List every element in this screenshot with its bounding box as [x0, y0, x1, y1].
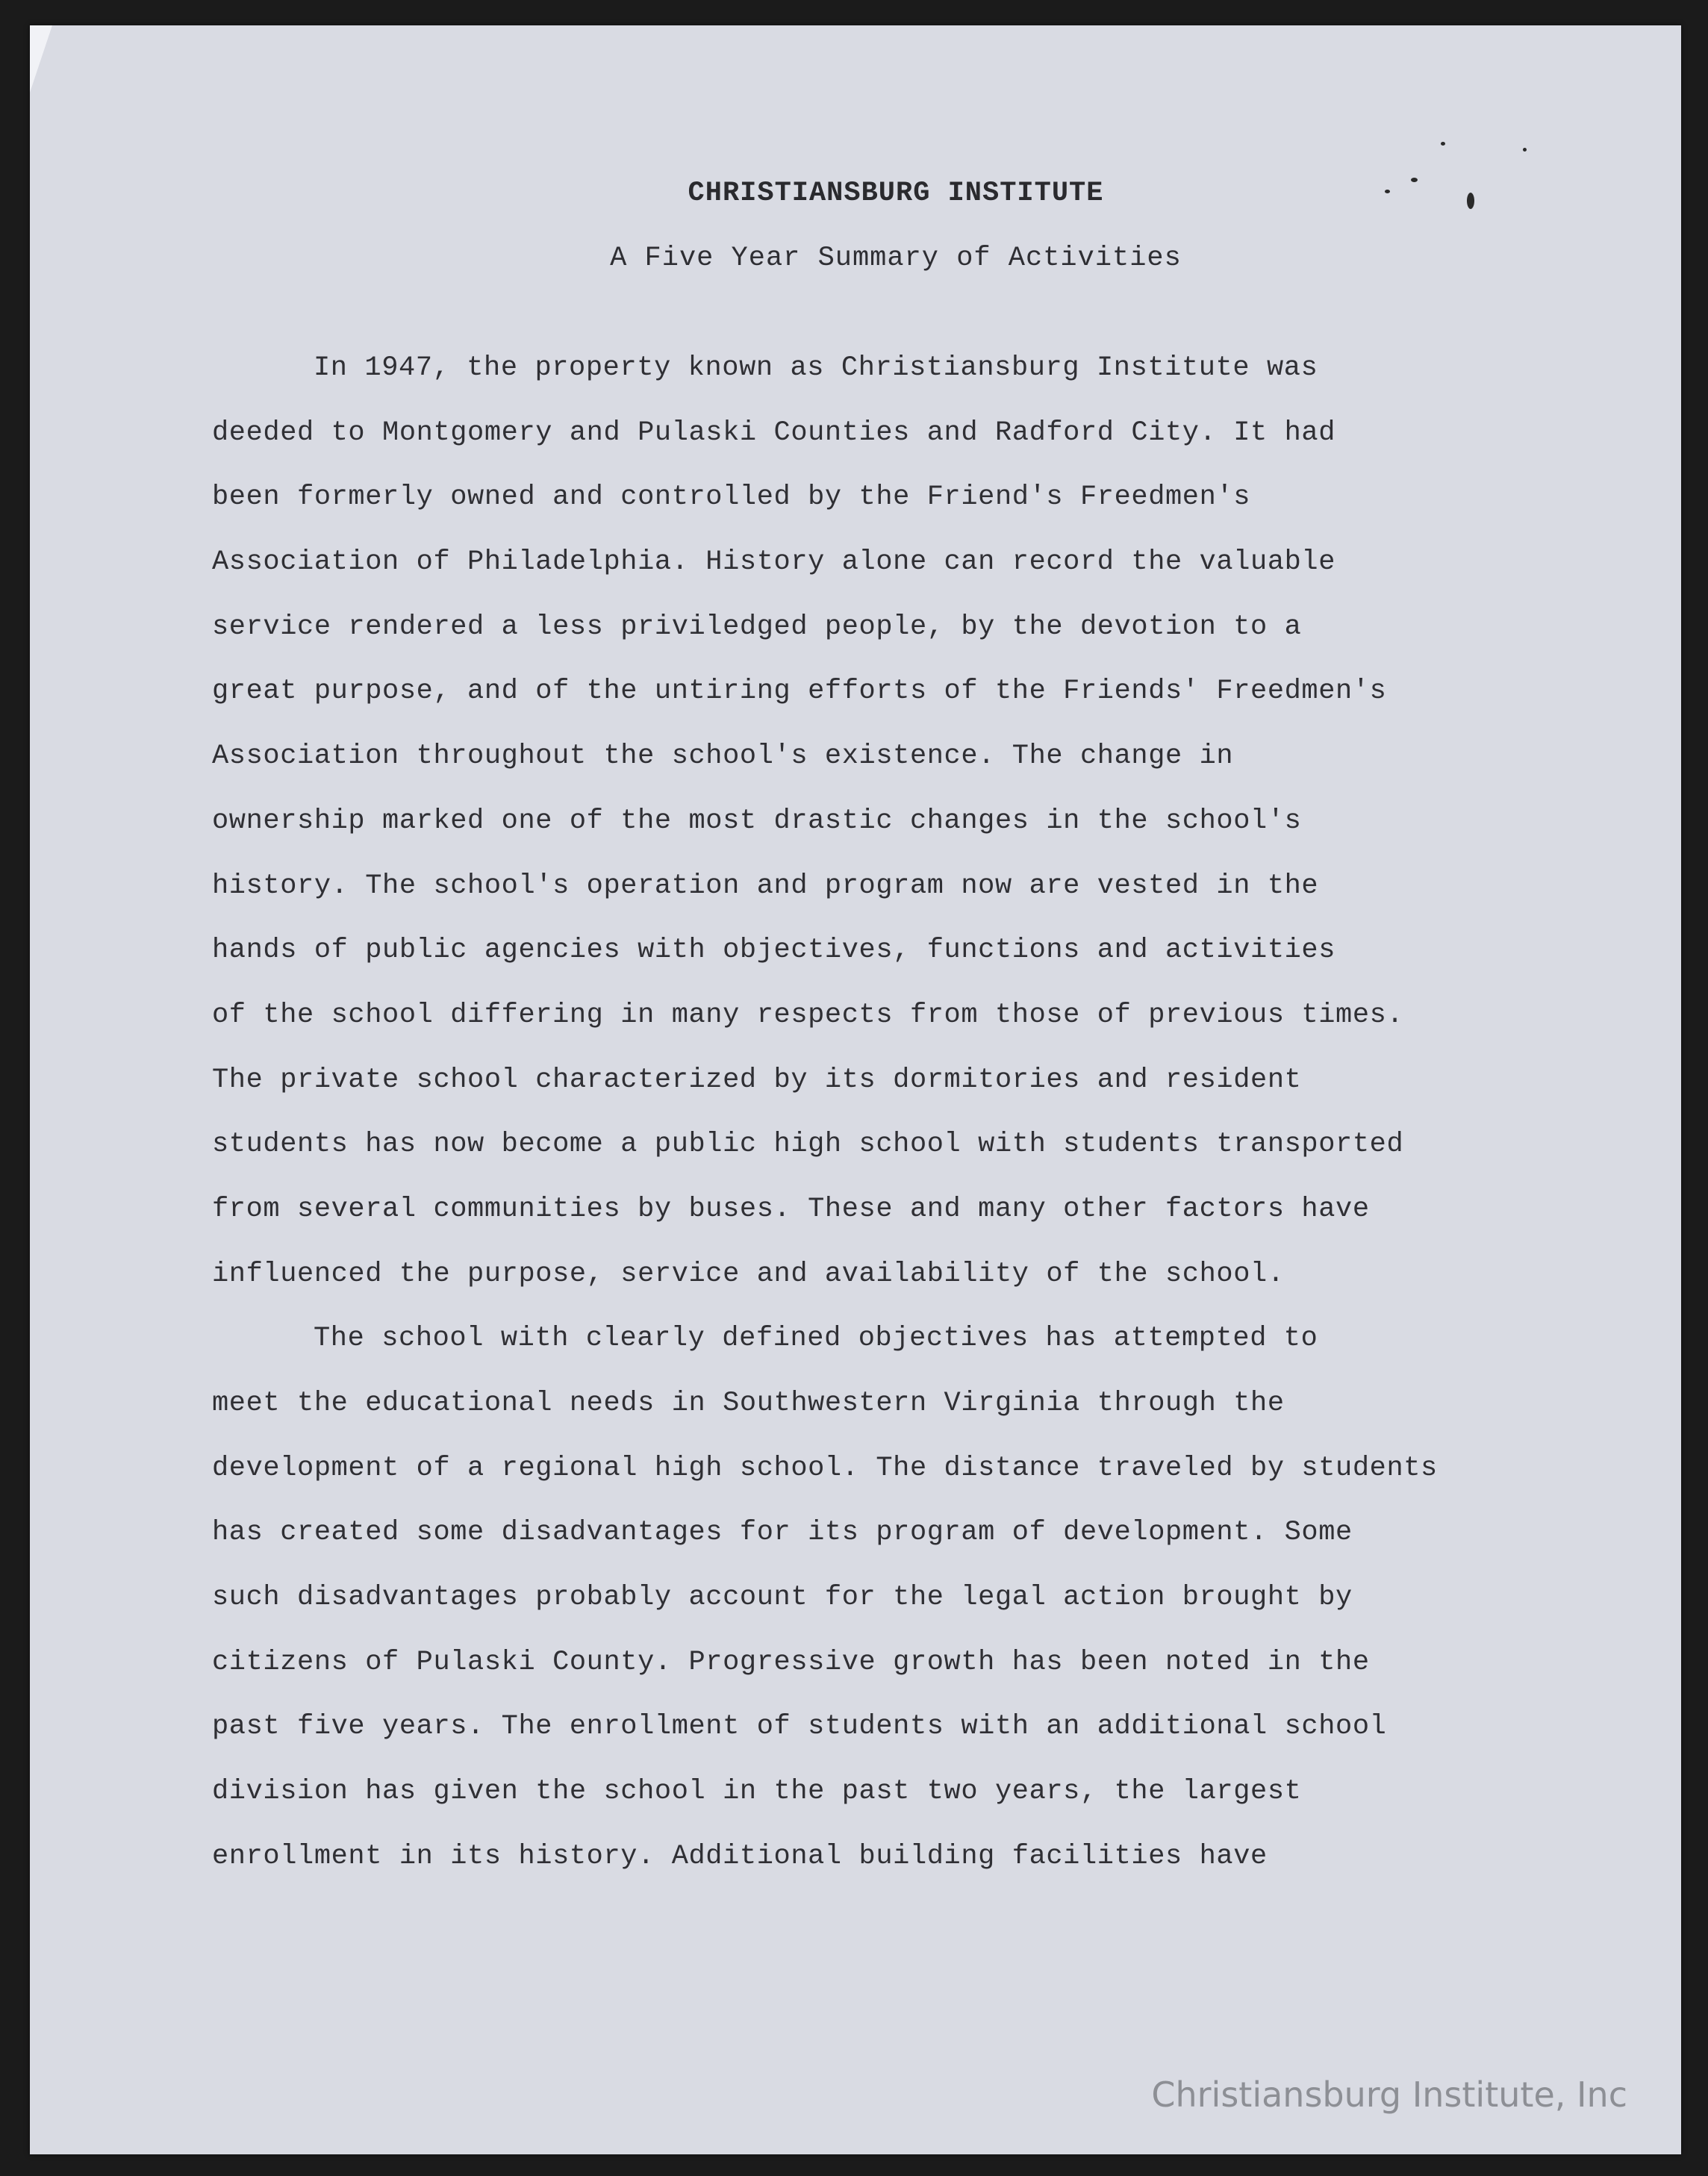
text-line: has created some disadvantages for its program of development. Some [212, 1517, 1353, 1549]
text-line: citizens of Pulaski County. Progressive growth has been noted in the [212, 1646, 1370, 1678]
text-line: students has now become a public high school with students transported [212, 1129, 1404, 1161]
text-line: past five years. The enrollment of students with an additional school [212, 1711, 1387, 1743]
folded-corner [30, 25, 52, 93]
ink-speck [1441, 142, 1445, 146]
text-line: meet the educational needs in Southwestern Virginia through the [212, 1388, 1285, 1419]
text-line: division has given the school in the past two years, the largest [212, 1776, 1302, 1808]
text-line: development of a regional high school. The distance traveled by students [212, 1452, 1438, 1484]
text-line: from several communities by buses. These and many other factors have [212, 1193, 1370, 1225]
body-text [212, 336, 1630, 1889]
document-subtitle: A Five Year Summary of Activities [610, 243, 1182, 274]
text-line: hands of public agencies with objectives, functions and activities [212, 935, 1336, 967]
text-line: service rendered a less priviledged people, by the devotion to a [212, 611, 1302, 643]
text-line: The private school characterized by its dormitories and resident [212, 1064, 1302, 1096]
text-line: Association throughout the school's existence. The change in [212, 741, 1234, 773]
text-line: great purpose, and of the untiring efforts of the Friends' Freedmen's [212, 676, 1387, 708]
text-line: Association of Philadelphia. History alone can record the valuable [212, 546, 1336, 579]
ink-speck [1523, 148, 1527, 152]
text-line: of the school differing in many respects from those of previous times. [212, 999, 1404, 1031]
text-line: The school with clearly defined objectives has attempted to [314, 1323, 1318, 1355]
text-line: In 1947, the property known as Christiansburg Institute was [314, 352, 1318, 384]
text-line: history. The school's operation and program now are vested in the [212, 870, 1319, 902]
text-line: influenced the purpose, service and availability of the school. [212, 1258, 1285, 1290]
document-title: CHRISTIANSBURG INSTITUTE [688, 178, 1104, 209]
text-line: been formerly owned and controlled by the Friend's Freedmen's [212, 481, 1251, 514]
watermark-text: Christiansburg Institute, Inc [1151, 2074, 1627, 2115]
text-line: enrollment in its history. Additional building facilities have [212, 1840, 1268, 1872]
text-line: ownership marked one of the most drastic changes in the school's [212, 805, 1302, 837]
text-line: deeded to Montgomery and Pulaski Counties and Radford City. It had [212, 417, 1336, 449]
text-line: such disadvantages probably account for the legal action brought by [212, 1582, 1353, 1614]
